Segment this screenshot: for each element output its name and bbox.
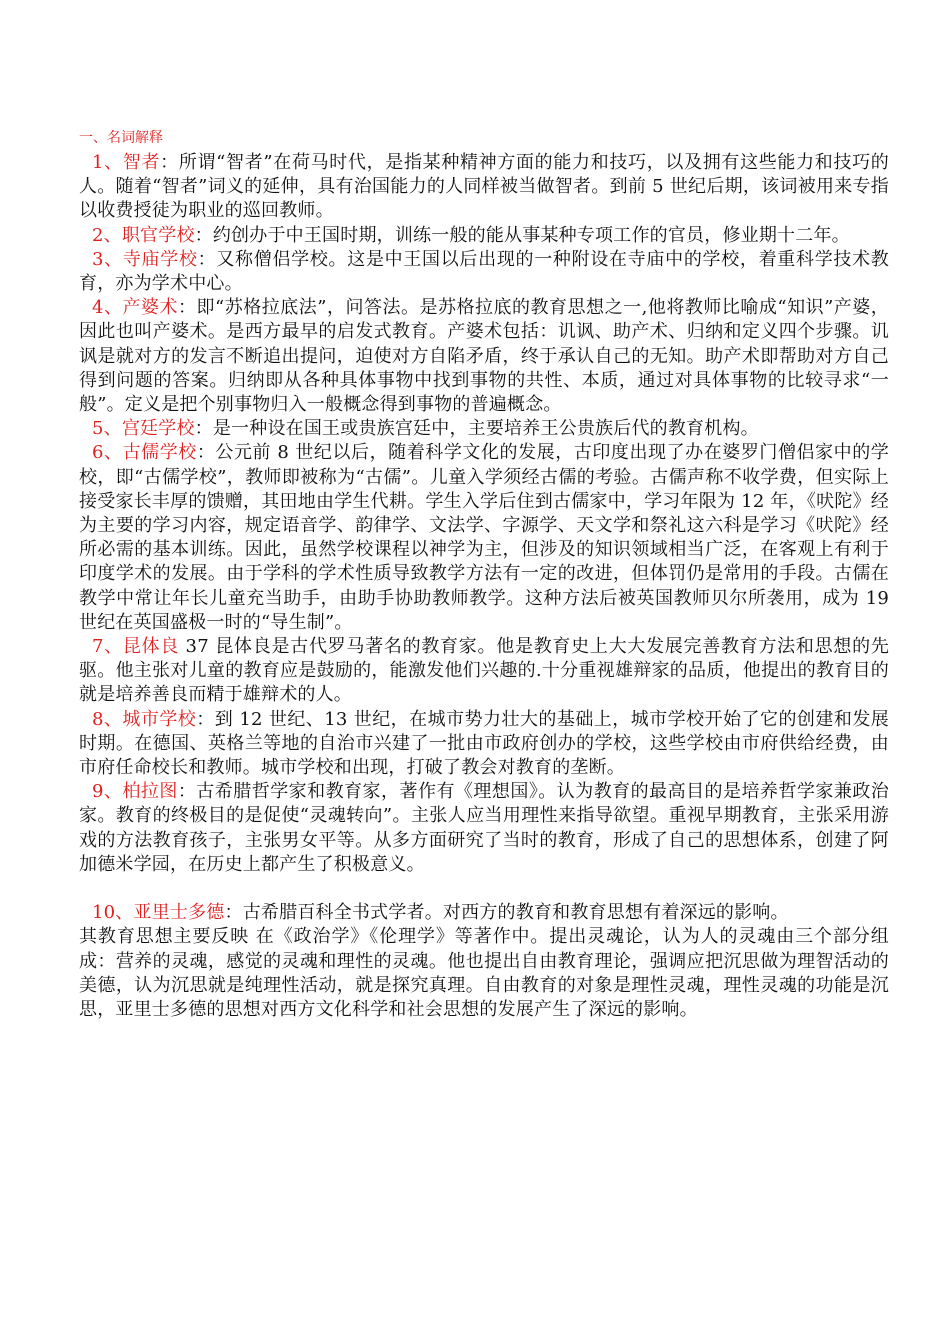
entry-text: 37 昆体良是古代罗马著名的教育家。他是教育史上大大发展完善教育方法和思想的先驱。他主张对儿童的教育应是鼓励的，能激发他们兴趣的.十分重视雄辩家的品质，他提出的教育目的就是培养善良而精于雄辩术的人。 xyxy=(79,636,890,706)
closing-paragraph: 其教育思想主要反映 在《政治学》《伦理学》等著作中。提出灵魂论，认为人的灵魂由三个部分组成：营养的灵魂，感觉的灵魂和理性的灵魂。他也提出自由教育理论，强调应把沉思做为理智活动的美德，认为沉思就是纯理性活动，就是探究真理。自由教育的对象是理性灵魂，理性灵魂的功能是沉思，亚里士多德的思想对西方文化科学和社会思想的发展产生了深远的影响。 xyxy=(79,926,889,1020)
section-heading: 一、名词解释 xyxy=(79,130,163,146)
entry-text: ：是一种设在国王或贵族宫廷中，主要培养王公贵族后代的教育机构。 xyxy=(194,418,759,440)
entry-term: 5、宫廷学校 xyxy=(92,418,195,440)
entry-term: 8、城市学校 xyxy=(92,708,197,730)
entry-palace-school xyxy=(79,417,889,441)
entry-maieutics xyxy=(79,296,889,417)
entry-plato xyxy=(79,780,889,877)
entry-term: 10、亚里士多德 xyxy=(92,902,225,924)
entry-term: 1、智者 xyxy=(92,152,161,173)
entry-term: 4、产婆术 xyxy=(92,297,178,319)
entry-text: ：又称僧侣学校。这是中王国以后出现的一种附设在寺庙中的学校，着重科学技术教育，亦为学术中心。 xyxy=(79,248,889,295)
entry-text: ：约创办于中王国时期，训练一般的能从事某种专项工作的官员，修业期十二年。 xyxy=(194,224,850,246)
entry-term: 2、职官学校 xyxy=(92,224,195,246)
blank-line xyxy=(79,877,889,901)
entry-text: ：所谓“智者”在荷马时代，是指某种精神方面的能力和技巧，以及拥有这些能力和技巧的人。随着“智者”词义的延伸，具有治国能力的人同样被当做智者。到前 5 世纪后期，该词被用来专指以收费授徒为职业的巡回教师。 xyxy=(79,152,889,222)
entry-temple-school xyxy=(79,248,889,296)
entry-text: ：公元前 8 世纪以后，随着科学文化的发展，古印度出现了办在婆罗门僧侣家中的学校，即“古儒学校”，教师即被称为“古儒”。儿童入学须经古儒的考验。古儒声称不收学费，但实际上接受家长丰厚的馈赠，其田地由学生代耕。学生入学后住到古儒家中，学习年限为 12 年，《吠陀》经为主要的学习内容，规定语音学、韵律学、文法学、字源学、天文学和祭礼这六科是学习《吠陀》经所必需的基本训练。因此，虽然学校课程以神学为主，但涉及的知识领域相当广泛，在客观上有利于印度学术的发展。由于学科的学术性质导致教学方法有一定的改进，但体罚仍是常用的手段。古儒在教学中常让年长儿童充当助手，由助手协助教师教学。这种方法后被英国教师贝尔所袭用，成为 19 世纪在英国盛极一时的“导生制”。 xyxy=(79,442,889,633)
entry-term: 9、柏拉图 xyxy=(92,781,178,803)
document-page xyxy=(79,128,889,1022)
entry-text: ：到 12 世纪、13 世纪，在城市势力壮大的基础上，城市学校开始了它的创建和发展时期。在德国、英格兰等地的自治市兴建了一批由市政府创办的学校，这些学校由市府供给经费，由市府任命校长和教师。城市学校和出现，打破了教会对教育的垄断。 xyxy=(79,708,889,779)
entry-term: 3、寺庙学校 xyxy=(92,248,198,270)
entry-zhizhe xyxy=(79,151,889,224)
entry-city-school xyxy=(79,708,889,781)
entry-text: ：即“苏格拉底法”，问答法。是苏格拉底的教育思想之一,他将教师比喻成“知识”产婆，因此也叫产婆术。是西方最早的启发式教育。产婆术包括：讥讽、助产术、归纳和定义四个步骤。讥讽是就对方的发言不断追出提问，迫使对方自陷矛盾，终于承认自己的无知。助产术即帮助对方自己得到问题的答案。归纳即从各种具体事物中找到事物的共性、本质，通过对具体事物的比较寻求“一般”。定义是把个别事物归入一般概念得到事物的普遍概念。 xyxy=(79,297,890,416)
entry-term: 7、昆体良 xyxy=(92,636,180,658)
entry-aristotle xyxy=(79,901,889,925)
entry-text: ：古希腊哲学家和教育家，著作有《理想国》。认为教育的最高目的是培养哲学家兼政治家。教育的终极目的是促使“灵魂转向”。主张人应当用理性来指导欲望。重视早期教育，主张采用游戏的方法教育孩子，主张男女平等。从多方面研究了当时的教育，形成了自己的思想体系，创建了阿加德米学园，在历史上都产生了积极意义。 xyxy=(79,781,890,875)
entry-term: 6、古儒学校 xyxy=(92,442,197,464)
entry-guru-school xyxy=(79,441,889,635)
entry-text: ：古希腊百科全书式学者。对西方的教育和教育思想有着深远的影响。 xyxy=(224,902,789,924)
entry-zhiguan-school xyxy=(79,224,889,248)
entry-quintilian xyxy=(79,635,889,708)
